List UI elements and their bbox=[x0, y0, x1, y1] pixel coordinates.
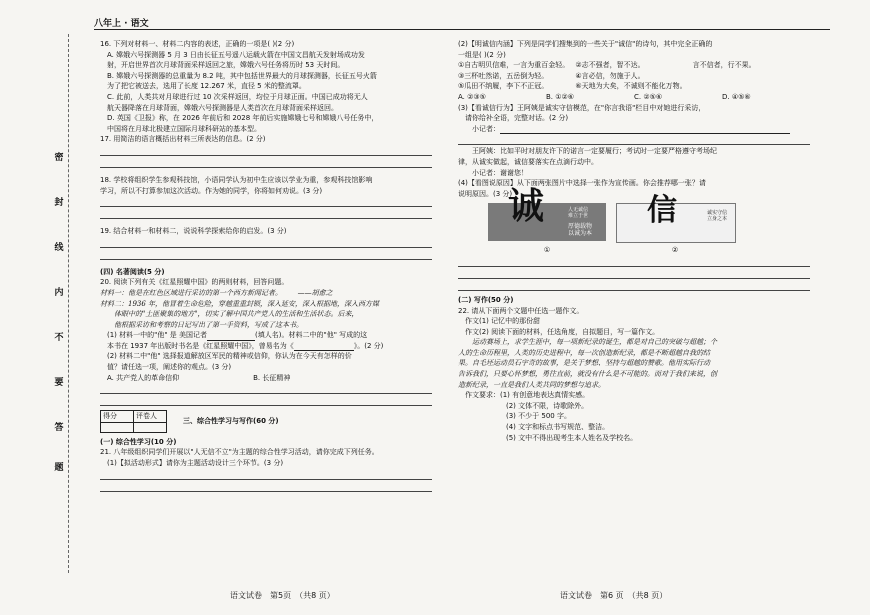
question-20: 20. 阅读下列有关《红星照耀中国》的两则材料，回答问题。 bbox=[100, 278, 289, 287]
reporter-line: 小记者： bbox=[458, 124, 810, 135]
question-21-4-cont: 说明原因。(3 分) bbox=[458, 189, 513, 198]
answer-line[interactable] bbox=[100, 469, 432, 480]
footer-left: 语文试卷 第5页 （共8 页） bbox=[230, 591, 335, 600]
essay-prompt-2: 作文(2) 阅读下面的材料，任选角度，自拟题目，写一篇作文。 bbox=[465, 327, 660, 336]
option-text: 射，开启世界首次月球背面采样返回之旅，嫦娥六号任务将历时 53 天时间。 bbox=[107, 61, 345, 70]
option-text: C. 此前，人类共对月球进行过 10 次采样返回，均位于月球正面。中国已成功将无人 bbox=[107, 92, 368, 101]
binding-char: 答 bbox=[54, 423, 64, 433]
binding-char: 不 bbox=[54, 333, 64, 343]
binding-char: 要 bbox=[54, 378, 64, 388]
essay-requirement: (4) 文字和标点书写规范、整洁。 bbox=[506, 423, 610, 432]
answer-line[interactable] bbox=[100, 145, 432, 156]
option-text: D. 英国《卫报》称，在 2026 年前后和 2028 年前后实施嫦娥七号和嫦娥八号任务中， bbox=[107, 114, 379, 123]
poem-row: ⑤瓜田不纳履，李下不正冠。 ⑥天地为大矣，不诚则不能化万物。 bbox=[458, 82, 687, 91]
sub-section-heading: (一) 综合性学习(10 分) bbox=[100, 437, 177, 446]
question-20-2: (2) 材料二中"他" 选择报道解放区军民的精神或信仰，你认为在今天有怎样的价 bbox=[107, 352, 352, 361]
left-column bbox=[100, 39, 432, 493]
question-21-2: (2)【明诚信内涵】下列是同学们搜集到的一些关于"诚信"的诗句，其中完全正确的 bbox=[458, 40, 713, 48]
answer-line[interactable] bbox=[458, 256, 810, 267]
score-cell[interactable] bbox=[101, 422, 134, 432]
reviewer-label: 评卷人 bbox=[134, 411, 167, 423]
answer-line[interactable] bbox=[100, 383, 432, 394]
question-20-1-cont: 本书在 1937 年出版时书名是《红星照耀中国》，曾易名为《 》。(2 分) bbox=[107, 341, 384, 350]
fill-blank[interactable] bbox=[207, 333, 255, 341]
material-text: 材料一：他是在红色区域进行采访的第一个西方新闻记者。 ——胡愈之 bbox=[100, 288, 333, 297]
reviewer-cell[interactable] bbox=[134, 422, 167, 432]
answer-line[interactable] bbox=[458, 268, 810, 279]
dialogue-text: 王阿姨：比如平时对朋友许下的诺言一定要履行；考试时一定要严格遵守考场纪 bbox=[472, 147, 717, 156]
header-rule bbox=[94, 29, 830, 30]
fill-blank[interactable] bbox=[500, 126, 790, 134]
material-text: 运动赛场上，求学生涯中，每一项新纪录的诞生，都是对自己的突破与超越；个 bbox=[472, 338, 717, 347]
question-21-3-cont: 请你给补全语，完整对话。(2 分) bbox=[465, 114, 569, 123]
options-row: A. 共产党人的革命信仰 B. 长征精神 bbox=[107, 373, 291, 382]
question-18-cont: 学习，所以不打算参加这次活动。作为她的同学，你将如何劝说。(3 分) bbox=[100, 186, 323, 195]
writing-heading: (二) 写作(50 分) bbox=[458, 295, 514, 304]
material-text: 人的生命历程里，人类的历史进程中，每一次创造新纪录，都是不断超越自我的结 bbox=[458, 348, 710, 357]
material-text: 材料二：1936 年，他冒着生命危险，穿越重重封锁，深入延安，深入根据地，深入西方媒 bbox=[100, 299, 380, 308]
essay-requirement: (2) 文体不限，诗歌除外。 bbox=[506, 401, 589, 410]
question-21-1: (1)【拟活动形式】请你为主题活动设计三个环节。(3 分) bbox=[107, 459, 284, 468]
binding-char: 线 bbox=[54, 243, 64, 253]
question-21: 21. 八年级组织同学们开展以"人无信不立"为主题的综合性学习活动，请你完成下列任务。 bbox=[100, 448, 379, 457]
question-20-2-cont: 值？请任选一项，阐述你的观点。(3 分) bbox=[107, 363, 232, 372]
essay-prompt-1: 作文(1) 记忆中的那份甜 bbox=[465, 317, 541, 326]
question-19: 19. 结合材料一和材料二，说说科学探索给你的启发。(3 分) bbox=[100, 227, 287, 236]
poster-label: ① bbox=[543, 246, 551, 255]
answer-line[interactable] bbox=[458, 134, 810, 145]
option-text: B. 嫦娥六号探测器的总重量为 8.2 吨，其中包括世界最大的月球探测器，长征五号火箭 bbox=[107, 71, 377, 80]
answer-line[interactable] bbox=[100, 481, 432, 492]
question-21-3: (3)【看诚信行为】王阿姨是诚实守信模范，在"你言我语"栏目中对她进行采访， bbox=[458, 103, 706, 112]
binding-char: 封 bbox=[54, 198, 64, 208]
answer-line[interactable] bbox=[100, 395, 432, 406]
right-column bbox=[458, 39, 810, 443]
question-20-1: (1) 材料一中的"他" 是 美国记者 (填人名)。材料二中的"他" 写成的这 bbox=[107, 331, 368, 340]
answer-line[interactable] bbox=[100, 249, 432, 260]
dialogue-text: 律，从诚实做起，诚信要落实在点滴行动中。 bbox=[458, 157, 598, 166]
poem-row: ③三杯吐然诺，五岳倒为轻。 ④言必信，勿施于人。 bbox=[458, 71, 645, 80]
page-header: 八年上 · 语文 bbox=[94, 19, 149, 29]
essay-requirement: (5) 文中不得出现考生本人姓名及学校名。 bbox=[506, 433, 638, 442]
answer-line[interactable] bbox=[100, 237, 432, 248]
question-17: 17. 用简洁的语言概括出材料三所表达的信息。(2 分) bbox=[100, 135, 266, 144]
footer-right: 语文试卷 第6 页 （共8 页） bbox=[560, 591, 668, 600]
poster-label: ② bbox=[671, 246, 679, 255]
question-21-4: (4)【看图说原因】从下面两张图片中选择一张作为宣传画。你会推荐哪一张？请 bbox=[458, 179, 706, 188]
material-text: 他根据采访和考察的日记写出了第一手资料，写成了这本书。 bbox=[114, 320, 303, 329]
poster-labels bbox=[488, 245, 810, 256]
poster-cheng[interactable]: 诚 人无诚信 难立于世 厚德载物 以诚为本 bbox=[488, 203, 606, 241]
essay-requirement: 作文要求：(1) 有创意地表达真情实感。 bbox=[465, 391, 590, 400]
binding-char: 内 bbox=[54, 288, 64, 298]
option-text: 为了把它被送去，选用了长度 12.267 米，直径 5 米的整流罩。 bbox=[107, 82, 306, 91]
score-label: 得分 bbox=[101, 411, 134, 423]
option-text: 航天器降落在月球背面，嫦娥六号探测器是人类首次在月球背面采样返回。 bbox=[107, 103, 338, 112]
material-text: 果。自毛坯运动员石宇奇的故事，是关于梦想、坚持与超越的赞歌。他用实际行动 bbox=[458, 359, 710, 368]
essay-requirement: (3) 不少于 500 字。 bbox=[506, 412, 571, 421]
material-text: 告诉我们，只要心怀梦想，勇往直前，就没有什么是不可能的。而对于我们来说，创 bbox=[458, 370, 717, 379]
binding-char: 题 bbox=[54, 463, 64, 473]
answer-line[interactable] bbox=[100, 208, 432, 219]
question-22: 22. 请从下面两个文题中任选一题作文。 bbox=[458, 306, 584, 315]
question-21-2-cont: 一组是( )(2 分) bbox=[458, 50, 506, 59]
material-text: 体眼中的"土匪聚集的地方"，切实了解中国共产党人的生活和生活状态。后来， bbox=[114, 310, 359, 319]
option-text: A. 嫦娥六号探测器 5 月 3 日由长征五号遥八运载火箭在中国文昌航天发射场成功发 bbox=[107, 50, 365, 59]
answer-line[interactable] bbox=[100, 196, 432, 207]
poster-images bbox=[488, 185, 810, 243]
fill-blank[interactable] bbox=[294, 343, 354, 351]
question-16: 16. 下列对材料一、材料二内容的表述，正确的一项是( )(2 分) bbox=[100, 40, 295, 48]
binding-char: 密 bbox=[54, 153, 64, 163]
poem-row: ①自古明贝信难，一言为重百金轻。 ②志不强者，智不达。 言不信者，行不果。 bbox=[458, 61, 756, 70]
material-text: 造新纪录，一直是我们人类共同的梦想与追求。 bbox=[458, 380, 605, 389]
poster-xin[interactable]: 信 诚实守信 立身之本 bbox=[616, 203, 736, 243]
answer-line[interactable] bbox=[458, 280, 810, 291]
answer-line[interactable] bbox=[100, 157, 432, 168]
question-18: 18. 学校将组织学生参观科技馆，小语同学认为初中生应该以学业为重，参观科技馆影响 bbox=[100, 175, 373, 184]
choice-row: A. ②③⑤ B. ①②⑥ C. ②⑤⑥ D. ④⑤⑥ bbox=[458, 92, 751, 101]
score-table bbox=[100, 410, 167, 433]
section-heading: (四) 名著阅读(5 分) bbox=[100, 267, 165, 276]
option-text: 中国将在月球北极建立国际月球科研站的基本型。 bbox=[107, 124, 261, 133]
part-three-title: 三、综合性学习与写作(60 分) bbox=[183, 417, 279, 426]
part-three-row bbox=[100, 410, 432, 433]
dialogue-text: 小记者：谢谢您！ bbox=[472, 168, 528, 177]
binding-dashed-line bbox=[68, 34, 69, 573]
